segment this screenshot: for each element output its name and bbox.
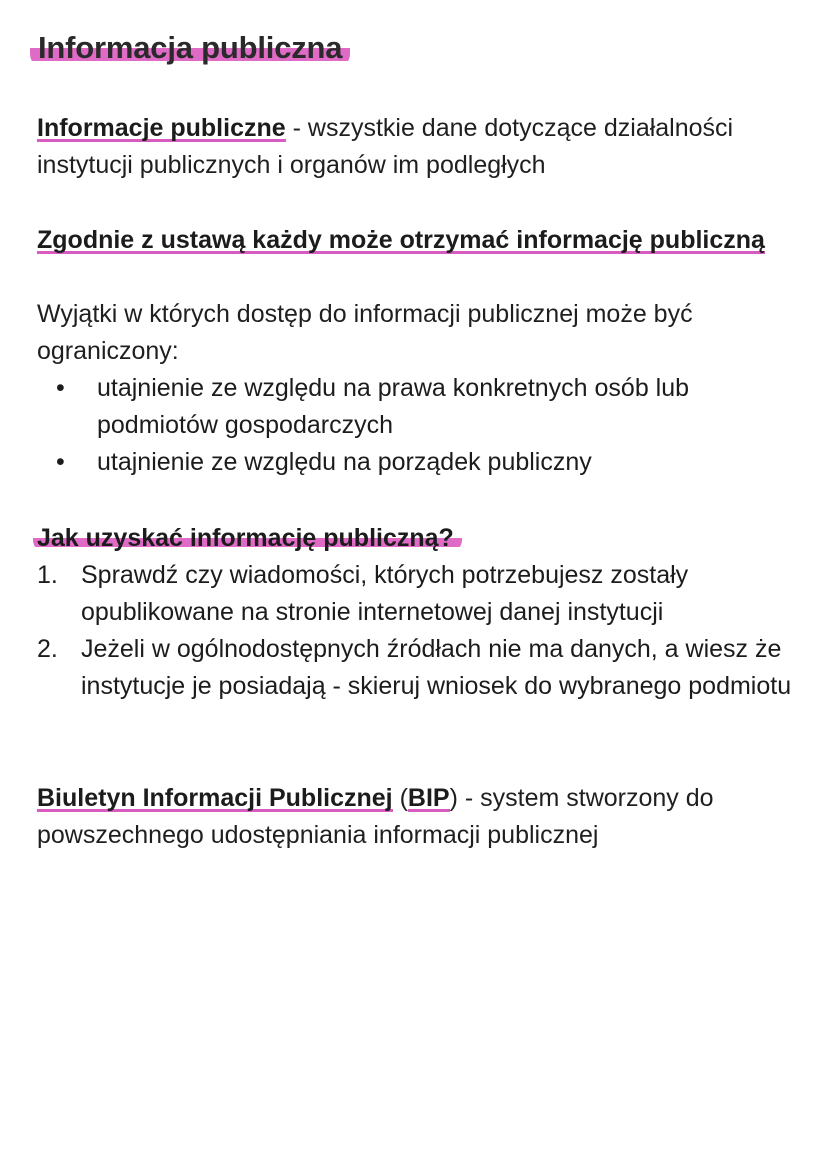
step-item — [37, 631, 807, 705]
definition-term: Informacje publiczne — [37, 114, 286, 142]
bullet-icon: • — [56, 374, 65, 402]
how-to-heading-text: Jak uzyskać informację publiczną? — [33, 524, 462, 552]
list-item-text: utajnienie ze względu na prawa konkretnych osób lub podmiotów gospodarczych — [97, 374, 690, 439]
step-number: 1. — [37, 561, 58, 589]
how-to-heading — [37, 520, 807, 557]
how-to-steps — [37, 557, 807, 705]
bip-paragraph — [37, 780, 807, 854]
bip-abbr: BIP — [407, 784, 450, 812]
bip-paren-close: ) — [449, 784, 458, 812]
list-item-text: utajnienie ze względu na porządek publiczny — [97, 448, 592, 476]
bip-term: Biuletyn Informacji Publicznej — [37, 784, 393, 812]
list-item — [37, 370, 807, 444]
step-number: 2. — [37, 635, 58, 663]
bullet-icon: • — [56, 448, 65, 476]
bip-paren-open: ( — [392, 784, 408, 812]
step-text: Sprawdź czy wiadomości, których potrzebujesz zostały opublikowane na stronie internetowej danej instytucji — [81, 561, 689, 626]
page-title: Informacja publiczna — [30, 28, 350, 68]
list-item — [37, 444, 807, 481]
exceptions-intro: Wyjątki w których dostęp do informacji publicznej może być ograniczony: — [37, 300, 693, 365]
definition-paragraph — [37, 110, 807, 184]
step-text: Jeżeli w ogólnodostępnych źródłach nie ma danych, a wiesz że instytucje je posiadają - skieruj wniosek do wybranego podmiotu — [81, 635, 792, 700]
exceptions-list — [37, 370, 807, 481]
bip-text: - system stworzony do powszechnego udostępniania informacji publicznej — [37, 784, 714, 849]
definition-text: - wszystkie dane dotyczące działalności instytucji publicznych i organów im podległych — [37, 114, 734, 179]
step-item — [37, 557, 807, 631]
law-statement-text: Zgodnie z ustawą każdy może otrzymać informację publiczną — [37, 226, 765, 254]
law-statement — [37, 222, 807, 259]
